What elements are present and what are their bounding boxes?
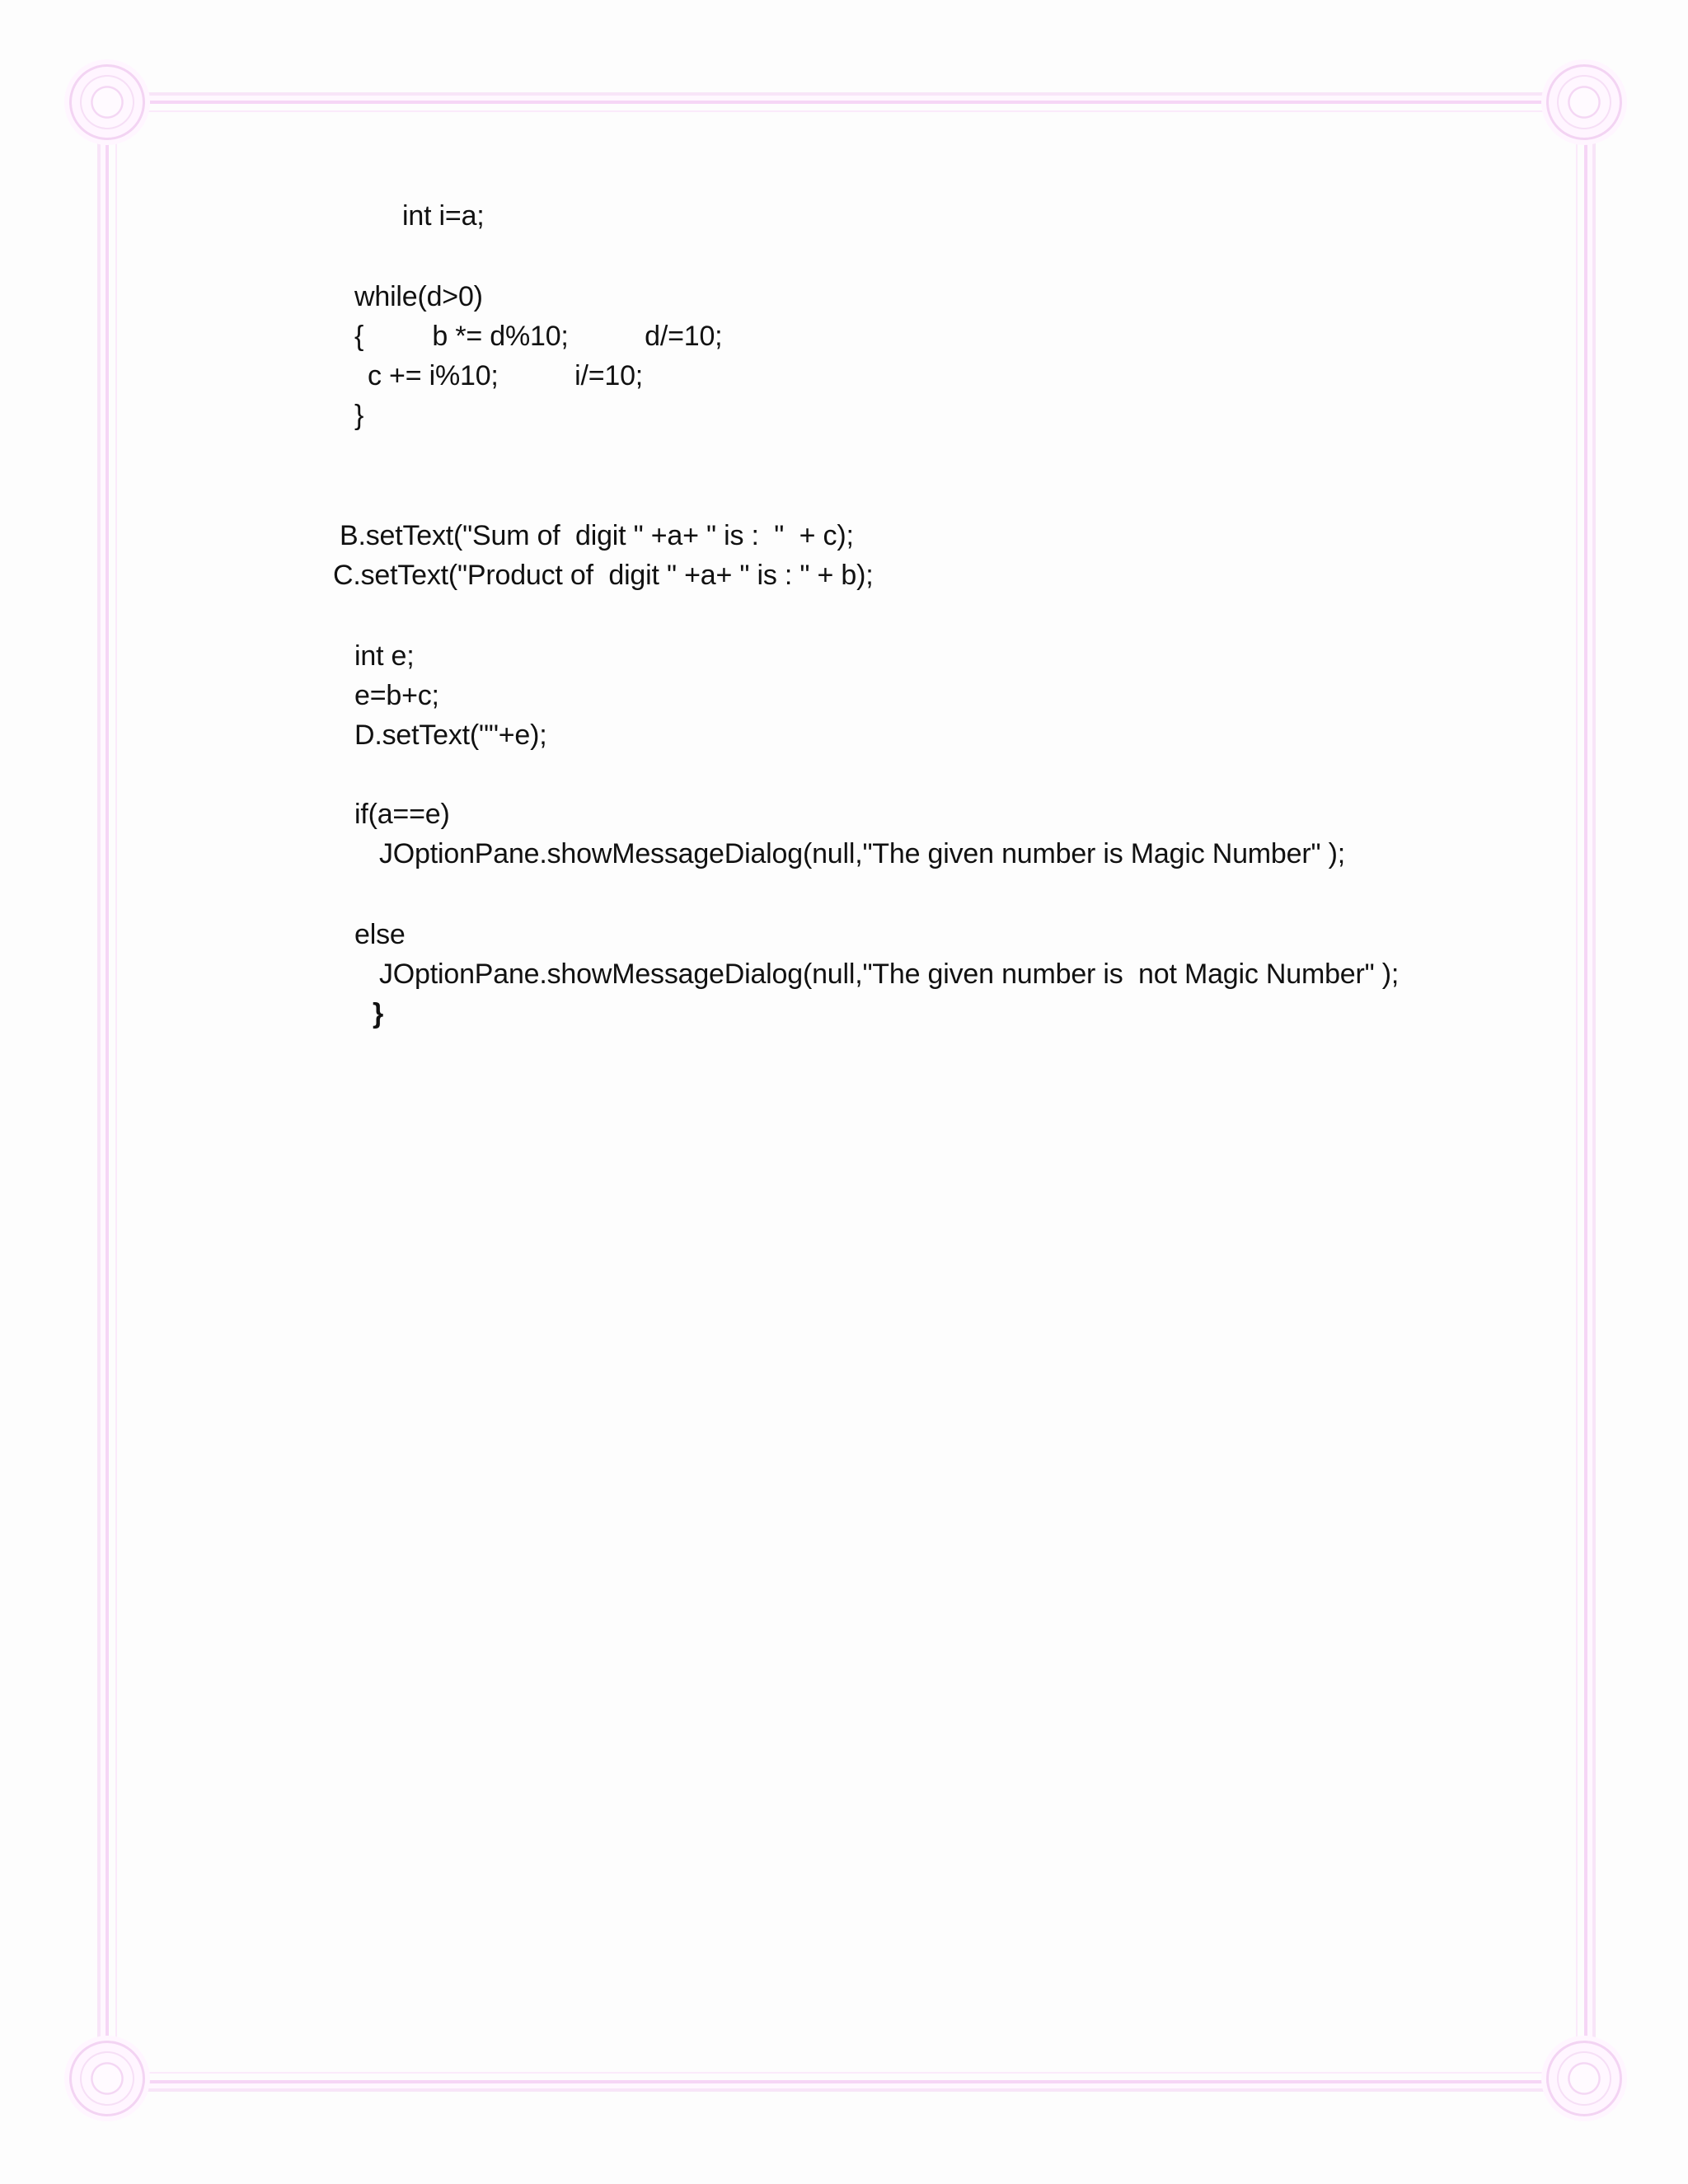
code-line: else bbox=[354, 919, 406, 950]
code-line: int e; bbox=[354, 640, 415, 672]
code-line: { b *= d%10; d/=10; bbox=[354, 321, 723, 352]
code-line: } bbox=[373, 998, 384, 1029]
code-line: C.setText("Product of digit " +a+ " is : " + b); bbox=[333, 560, 874, 591]
code-line: while(d>0) bbox=[354, 281, 483, 312]
code-line: B.setText("Sum of digit " +a+ " is : " + c); bbox=[340, 520, 854, 551]
code-line: } bbox=[354, 400, 364, 431]
code-line: JOptionPane.showMessageDialog(null,"The given number is not Magic Number" ); bbox=[379, 958, 1400, 990]
code-line: JOptionPane.showMessageDialog(null,"The given number is Magic Number" ); bbox=[379, 838, 1345, 869]
code-line: D.setText(""+e); bbox=[354, 719, 547, 751]
code-line: e=b+c; bbox=[354, 680, 439, 711]
code-line: if(a==e) bbox=[354, 799, 450, 830]
code-line: c += i%10; i/=10; bbox=[368, 360, 644, 391]
code-line: int i=a; bbox=[402, 200, 485, 232]
